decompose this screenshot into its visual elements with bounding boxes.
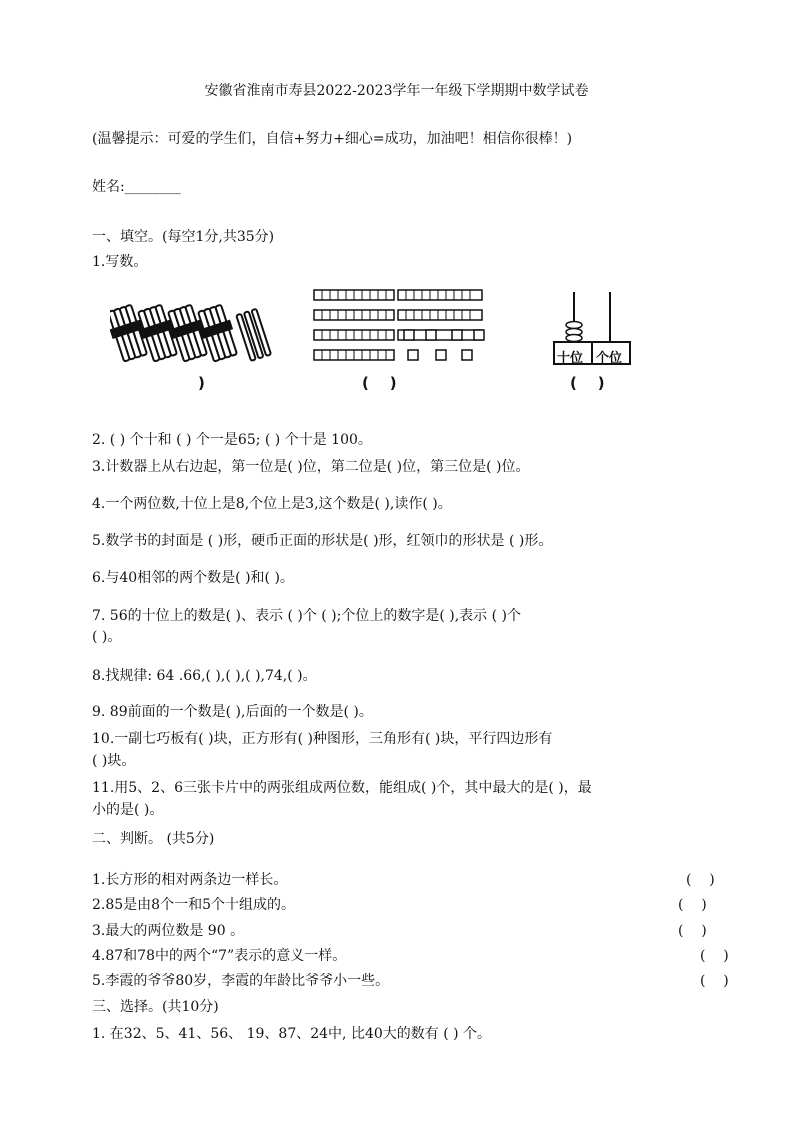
name-field[interactable]: 姓名:________	[92, 179, 181, 195]
q10: 10.一副七巧板有( )块，正方形有( )种图形，三角形有( )块，平行四边形有	[92, 731, 553, 747]
q9: 9. 89前面的一个数是( ),后面的一个数是( )。	[92, 704, 373, 720]
q1-label: 1.写数。	[92, 254, 148, 270]
q2: 2. ( ) 个十和 ( ) 个一是65; ( ) 个十是 100。	[92, 432, 372, 448]
judge-answer-3[interactable]: ( )	[678, 923, 707, 939]
judge-answer-5[interactable]: ( )	[700, 973, 729, 989]
q8: 8.找规律: 64 .66,( ),( ),( ),74,( )。	[92, 668, 317, 684]
judge-answer-1[interactable]: ( )	[686, 872, 715, 888]
section2-heading: 二、判断。 (共5分)	[92, 831, 215, 847]
base-ten-blocks-figure	[312, 286, 492, 366]
figure1-answer: )	[198, 374, 205, 392]
judge-item-5: 5.李霞的爷爷80岁，李霞的年龄比爷爷小一些。	[92, 973, 390, 989]
abacus-ones-label: 个位	[596, 351, 623, 366]
judge-answer-2[interactable]: ( )	[678, 897, 707, 913]
judge-item-2: 2.85是由8个一和5个十组成的。	[92, 897, 295, 913]
q5: 5.数学书的封面是 ( )形，硬币正面的形状是( )形，红领巾的形状是 ( )形。	[92, 533, 553, 549]
q10-cont: ( )块。	[92, 753, 136, 769]
judge-item-3: 3.最大的两位数是 90 。	[92, 923, 245, 939]
q11: 11.用5、2、6三张卡片中的两张组成两位数，能组成( )个，其中最大的是( )，最	[92, 780, 592, 796]
warm-tip: (温馨提示：可爱的学生们，自信+努力+细心=成功，加油吧！相信你很棒！)	[92, 131, 573, 147]
q6: 6.与40相邻的两个数是( )和( )。	[92, 570, 294, 586]
choice-q1: 1. 在32、5、41、56、 19、87、24中, 比40大的数有 ( ) 个。	[92, 1026, 492, 1042]
judge-answer-4[interactable]: ( )	[700, 948, 729, 964]
figure3-answer: ( )	[570, 374, 605, 392]
q3: 3.计数器上从右边起，第一位是( )位，第二位是( )位，第三位是( )位。	[92, 459, 530, 475]
q11-cont: 小的是( )。	[92, 802, 164, 818]
q4: 4.一个两位数,十位上是8,个位上是3,这个数是( ),读作( )。	[92, 496, 452, 512]
abacus-tens-label: 十位	[557, 351, 584, 366]
q7-cont: ( )。	[92, 629, 122, 645]
judge-item-1: 1.长方形的相对两条边一样长。	[92, 872, 288, 888]
page-title: 安徽省淮南市寿县2022-2023学年一年级下学期期中数学试卷	[204, 83, 589, 99]
section1-heading: 一、填空。(每空1分,共35分)	[92, 229, 275, 245]
stick-bundles-figure	[110, 300, 280, 370]
judge-item-4: 4.87和78中的两个“7”表示的意义一样。	[92, 948, 347, 964]
figure2-answer: ( )	[362, 374, 397, 392]
q7: 7. 56的十位上的数是( )、表示 ( )个 ( );个位上的数字是( ),表示 ( )个	[92, 608, 522, 624]
section3-heading: 三、选择。(共10分)	[92, 999, 219, 1015]
